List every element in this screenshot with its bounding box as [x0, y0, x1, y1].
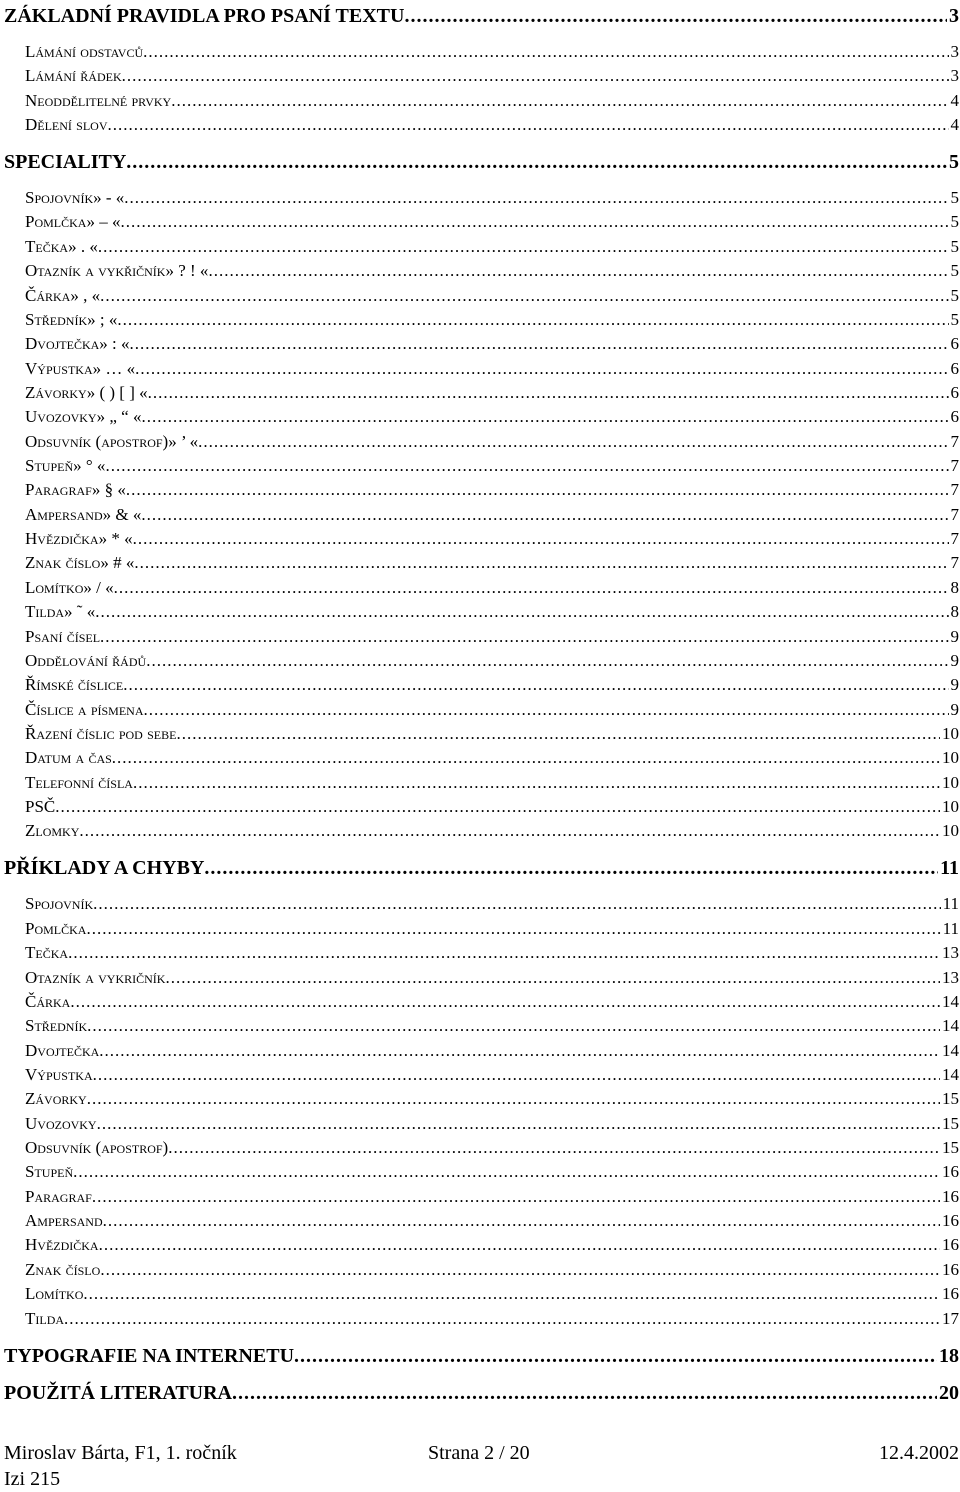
toc-page-number: 5: [950, 237, 959, 256]
toc-entry-symbol: » ’ «: [168, 432, 199, 451]
toc-dot-leader: [99, 1039, 940, 1063]
toc-subsection-entry[interactable]: [4, 454, 959, 478]
toc-entry-title: [25, 527, 133, 551]
toc-page-number: 9: [950, 700, 959, 719]
toc-page-number: 7: [950, 432, 959, 451]
toc-dot-leader: [165, 966, 940, 990]
toc-page-number: 11: [940, 857, 959, 879]
toc-entry-title: [25, 308, 117, 332]
toc-subsection-entry[interactable]: [4, 673, 959, 697]
toc-dot-leader: [70, 990, 940, 1014]
toc-entry-title-text: Zlomky: [25, 821, 80, 840]
toc-entry-title: [25, 332, 130, 356]
toc-dot-leader: [123, 673, 948, 697]
toc-entry-title-text: ZÁKLADNÍ PRAVIDLA PRO PSANÍ TEXTU: [4, 5, 405, 27]
toc-dot-leader: [130, 332, 949, 356]
toc-subsection-entry[interactable]: [4, 722, 959, 746]
toc-entry-title: [25, 284, 100, 308]
toc-entry-title-text: Paragraf: [25, 480, 92, 499]
toc-subsection-entry[interactable]: [4, 1307, 959, 1331]
toc-subsection-entry[interactable]: [4, 89, 959, 113]
toc-entry-title: [25, 357, 135, 381]
toc-entry-title-text: Lámání odstavců: [25, 42, 144, 61]
toc-entry-title: [25, 551, 134, 575]
toc-entry-title-text: Paragraf: [25, 1187, 92, 1206]
toc-entry-title: [25, 1307, 64, 1331]
toc-entry-symbol: » / «: [83, 578, 114, 597]
toc-page-number: 16: [942, 1235, 959, 1254]
toc-subsection-entry[interactable]: [4, 917, 959, 941]
toc-subsection-entry[interactable]: [4, 1136, 959, 1160]
toc-entry-title: [4, 856, 204, 880]
toc-entry-title: [25, 1282, 83, 1306]
toc-entry-title: [25, 1160, 73, 1184]
toc-page-number: 20: [939, 1382, 959, 1404]
toc-entry-title: [25, 576, 114, 600]
toc-subsection-entry[interactable]: [4, 284, 959, 308]
toc-dot-leader: [126, 150, 947, 174]
toc-dot-leader: [133, 527, 949, 551]
toc-entry-title-text: Lomítko: [25, 1284, 84, 1303]
toc-entry-title: [4, 150, 126, 174]
toc-subsection-entry[interactable]: [4, 990, 959, 1014]
toc-dot-leader: [141, 405, 948, 429]
toc-page-number: 7: [950, 553, 959, 572]
toc-page-number: 16: [942, 1284, 959, 1303]
toc-page-number: 15: [942, 1089, 959, 1108]
toc-entry-title: [25, 430, 198, 454]
toc-entry-title-text: Odsuvník (apostrof): [25, 432, 169, 451]
toc-dot-leader: [208, 259, 948, 283]
toc-entry-title: [25, 210, 120, 234]
toc-entry-title: [25, 673, 123, 697]
toc-entry-title-text: Hvězdička: [25, 1235, 99, 1254]
toc-entry-symbol: » * «: [98, 529, 133, 548]
toc-page-number: 14: [942, 992, 959, 1011]
toc-entry-title: [25, 478, 126, 502]
toc-dot-leader: [198, 430, 948, 454]
toc-page-number: 13: [942, 943, 959, 962]
toc-entry-title: [4, 4, 404, 28]
toc-dot-leader: [404, 4, 947, 28]
toc-entry-title: [25, 1039, 99, 1063]
toc-entry-title-text: Ampersand: [25, 1211, 103, 1230]
toc-entry-title: [25, 1087, 87, 1111]
toc-entry-title: [4, 1381, 232, 1405]
toc-entry-title-text: Znak číslo: [25, 1260, 101, 1279]
footer-page-number: Strana 2 / 20: [428, 1442, 530, 1464]
toc-subsection-entry[interactable]: [4, 551, 959, 575]
toc-entry-title-text: Pomlčka: [25, 919, 87, 938]
toc-entry-title: [25, 649, 146, 673]
toc-entry-title-text: Číslice a písmena: [25, 700, 144, 719]
toc-entry-title: [25, 186, 124, 210]
toc-dot-leader: [73, 1160, 940, 1184]
toc-subsection-entry[interactable]: [4, 259, 959, 283]
toc-page-number: 14: [942, 1016, 959, 1035]
toc-subsection-entry[interactable]: [4, 649, 959, 673]
toc-subsection-entry[interactable]: [4, 771, 959, 795]
toc-entry-title-text: Stupeň: [25, 1162, 74, 1181]
toc-dot-leader: [105, 454, 948, 478]
toc-dot-leader: [141, 503, 948, 527]
toc-subsection-entry[interactable]: [4, 308, 959, 332]
toc-entry-title: [25, 503, 141, 527]
toc-page-number: 5: [950, 286, 959, 305]
toc-page-number: 11: [942, 919, 959, 938]
toc-entry-symbol: » - «: [93, 188, 125, 207]
toc-page-number: 16: [942, 1187, 959, 1206]
toc-page-number: 10: [942, 724, 959, 743]
toc-entry-title-text: Čárka: [25, 992, 71, 1011]
toc-dot-leader: [112, 746, 940, 770]
toc-dot-leader: [68, 941, 940, 965]
toc-dot-leader: [83, 1282, 940, 1306]
toc-subsection-entry[interactable]: [4, 113, 959, 137]
toc-section-entry[interactable]: [4, 1381, 959, 1405]
toc-page-number: 5: [950, 310, 959, 329]
toc-dot-leader: [87, 1014, 940, 1038]
toc-entry-title-text: Spojovník: [25, 188, 94, 207]
toc-entry-title: [25, 795, 55, 819]
toc-page-number: 5: [950, 188, 959, 207]
toc-entry-title-text: PSČ: [25, 797, 56, 816]
toc-page-number: 5: [949, 151, 959, 173]
toc-dot-leader: [171, 89, 948, 113]
toc-entry-title: [25, 819, 79, 843]
toc-subsection-entry[interactable]: [4, 600, 959, 624]
toc-page-number: 14: [942, 1041, 959, 1060]
toc-page-number: 7: [950, 456, 959, 475]
toc-dot-leader: [176, 722, 940, 746]
toc-entry-title: [25, 235, 98, 259]
toc-entry-title-text: Datum a čas: [25, 748, 112, 767]
toc-entry-title: [25, 405, 141, 429]
toc-page-number: 9: [950, 627, 959, 646]
toc-entry-title-text: Dvojtečka: [25, 1041, 100, 1060]
toc-dot-leader: [204, 856, 938, 880]
toc-entry-symbol: » . «: [68, 237, 98, 256]
toc-dot-leader: [103, 1209, 940, 1233]
toc-entry-title-text: Tečka: [25, 237, 69, 256]
toc-page-number: 8: [950, 602, 959, 621]
toc-dot-leader: [79, 819, 940, 843]
toc-page-number: 7: [950, 505, 959, 524]
toc-subsection-entry[interactable]: [4, 1160, 959, 1184]
toc-dot-leader: [114, 576, 949, 600]
toc-entry-title: [25, 990, 70, 1014]
toc-entry-title-text: POUŽITÁ LITERATURA: [4, 1382, 232, 1404]
toc-entry-symbol: » „ “ «: [96, 407, 142, 426]
toc-dot-leader: [133, 771, 940, 795]
toc-subsection-entry[interactable]: [4, 1014, 959, 1038]
toc-subsection-entry[interactable]: [4, 892, 959, 916]
toc-entry-title: [25, 259, 208, 283]
toc-entry-title-text: Středník: [25, 310, 88, 329]
toc-entry-title-text: TYPOGRAFIE NA INTERNETU: [4, 1345, 295, 1367]
toc-subsection-entry[interactable]: [4, 40, 959, 64]
footer-author: Miroslav Bárta, F1, 1. ročník: [4, 1442, 237, 1464]
toc-entry-title-text: Výpustka: [25, 1065, 93, 1084]
toc-entry-title: [25, 64, 122, 88]
toc-page-number: 18: [939, 1345, 959, 1367]
toc-subsection-entry[interactable]: [4, 332, 959, 356]
toc-entry-title-text: Lomítko: [25, 578, 84, 597]
toc-subsection-entry[interactable]: [4, 1258, 959, 1282]
toc-entry-title-text: Psaní čísel: [25, 627, 101, 646]
toc-section-entry[interactable]: [4, 856, 959, 880]
toc-entry-title-text: Otazník a vykřičník: [25, 261, 166, 280]
toc-page-number: 6: [950, 383, 959, 402]
toc-entry-title-text: Uvozovky: [25, 1114, 97, 1133]
footer-group: Izi 215: [4, 1468, 61, 1490]
toc-subsection-entry[interactable]: [4, 1063, 959, 1087]
toc-entry-title-text: Závorky: [25, 1089, 87, 1108]
toc-entry-title: [25, 771, 133, 795]
toc-entry-title: [25, 1233, 99, 1257]
toc-subsection-entry[interactable]: [4, 527, 959, 551]
toc-subsection-entry[interactable]: [4, 1233, 959, 1257]
toc-entry-title-text: Tilda: [25, 602, 65, 621]
toc-dot-leader: [95, 600, 948, 624]
toc-entry-title: [25, 40, 143, 64]
toc-page-number: 5: [950, 261, 959, 280]
toc-subsection-entry[interactable]: [4, 210, 959, 234]
toc-dot-leader: [108, 113, 949, 137]
toc-entry-title-text: Neoddělitelné prvky: [25, 91, 172, 110]
toc-page-number: 3: [950, 42, 959, 61]
toc-entry-title-text: Řazení číslic pod sebe: [25, 724, 177, 743]
toc-entry-title-text: PŘÍKLADY A CHYBY: [4, 857, 205, 879]
toc-dot-leader: [64, 1307, 940, 1331]
toc-entry-symbol: » – «: [86, 212, 121, 231]
toc-page-number: 15: [942, 1114, 959, 1133]
footer-date: 12.4.2002: [879, 1442, 959, 1464]
toc-entry-title: [25, 89, 171, 113]
toc-subsection-entry[interactable]: [4, 357, 959, 381]
toc-dot-leader: [100, 284, 948, 308]
toc-subsection-entry[interactable]: [4, 186, 959, 210]
toc-subsection-entry[interactable]: [4, 1039, 959, 1063]
toc-entry-title-text: Otazník a vykričník: [25, 968, 166, 987]
toc-subsection-entry[interactable]: [4, 235, 959, 259]
toc-page-number: 6: [950, 407, 959, 426]
toc-entry-symbol: » § «: [91, 480, 126, 499]
toc-entry-title-text: Lámání řádek: [25, 66, 122, 85]
toc-entry-title: [25, 1136, 168, 1160]
toc-subsection-entry[interactable]: [4, 746, 959, 770]
toc-entry-title: [25, 113, 108, 137]
toc-entry-title-text: Ampersand: [25, 505, 103, 524]
toc-dot-leader: [143, 40, 948, 64]
toc-page-number: 9: [950, 675, 959, 694]
toc-dot-leader: [126, 478, 949, 502]
toc-entry-title: [25, 698, 144, 722]
toc-entry-title: [25, 600, 95, 624]
toc-entry-title-text: Závorky: [25, 383, 87, 402]
toc-entry-title: [25, 1112, 97, 1136]
toc-entry-symbol: » , «: [70, 286, 101, 305]
toc-entry-symbol: » ; «: [87, 310, 118, 329]
toc-entry-title-text: Hvězdička: [25, 529, 99, 548]
toc-dot-leader: [146, 649, 948, 673]
toc-subsection-entry[interactable]: [4, 430, 959, 454]
toc-dot-leader: [93, 1063, 940, 1087]
toc-page-number: 10: [942, 773, 959, 792]
toc-entry-title-text: Stupeň: [25, 456, 74, 475]
toc-dot-leader: [232, 1381, 937, 1405]
toc-entry-title-text: Dvojtečka: [25, 334, 100, 353]
toc-dot-leader: [55, 795, 940, 819]
toc-entry-title: [25, 1209, 103, 1233]
toc-entry-title-text: Pomlčka: [25, 212, 87, 231]
toc-subsection-entry[interactable]: [4, 478, 959, 502]
toc-section-entry[interactable]: [4, 1344, 959, 1368]
toc-page-number: 10: [942, 821, 959, 840]
toc-entry-title: [25, 1258, 100, 1282]
toc-subsection-entry[interactable]: [4, 625, 959, 649]
toc-dot-leader: [124, 186, 948, 210]
toc-subsection-entry[interactable]: [4, 1185, 959, 1209]
toc-subsection-entry[interactable]: [4, 819, 959, 843]
toc-entry-title-text: Tilda: [25, 1309, 65, 1328]
toc-subsection-entry[interactable]: [4, 381, 959, 405]
toc-entry-title: [25, 941, 68, 965]
toc-page-number: 15: [942, 1138, 959, 1157]
toc-entry-symbol: » ( ) [ ] «: [86, 383, 148, 402]
toc-page-number: 10: [942, 797, 959, 816]
toc-page-number: 17: [942, 1309, 959, 1328]
toc-entry-symbol: » … «: [92, 359, 136, 378]
toc-page-number: 6: [950, 359, 959, 378]
toc-entry-symbol: » : «: [99, 334, 130, 353]
toc-subsection-entry[interactable]: [4, 966, 959, 990]
toc-section-entry[interactable]: [4, 4, 959, 28]
toc-entry-title-text: Dělení slov: [25, 115, 108, 134]
toc-dot-leader: [134, 551, 948, 575]
toc-entry-title-text: Římské číslice: [25, 675, 124, 694]
toc-subsection-entry[interactable]: [4, 1112, 959, 1136]
toc-dot-leader: [122, 64, 949, 88]
toc-dot-leader: [117, 308, 948, 332]
toc-section-entry[interactable]: [4, 150, 959, 174]
toc-entry-symbol: » ° «: [73, 456, 106, 475]
toc-page-number: 6: [950, 334, 959, 353]
toc-entry-title-text: SPECIALITY: [4, 151, 127, 173]
toc-dot-leader: [168, 1136, 940, 1160]
toc-dot-leader: [92, 1185, 940, 1209]
toc-entry-title: [25, 917, 86, 941]
toc-entry-title: [25, 892, 93, 916]
toc-entry-title-text: Tečka: [25, 943, 69, 962]
toc-page-number: 5: [950, 212, 959, 231]
toc-entry-symbol: » ? ! «: [165, 261, 209, 280]
toc-entry-title: [25, 1014, 87, 1038]
toc-entry-symbol: » # «: [100, 553, 135, 572]
toc-page-number: 3: [949, 5, 959, 27]
toc-dot-leader: [120, 210, 948, 234]
toc-entry-title-text: Středník: [25, 1016, 88, 1035]
toc-subsection-entry[interactable]: [4, 503, 959, 527]
toc-entry-title: [4, 1344, 294, 1368]
toc-page-number: 8: [950, 578, 959, 597]
toc-page-number: 4: [950, 115, 959, 134]
toc-entry-title-text: Čárka: [25, 286, 71, 305]
toc-subsection-entry[interactable]: [4, 1282, 959, 1306]
toc-page-number: 7: [950, 529, 959, 548]
toc-entry-title: [25, 454, 105, 478]
toc-entry-title: [25, 1063, 93, 1087]
toc-entry-title: [25, 746, 112, 770]
toc-entry-title-text: Oddělování řádů: [25, 651, 147, 670]
toc-entry-title: [25, 625, 100, 649]
toc-dot-leader: [148, 381, 949, 405]
toc-page-number: 3: [950, 66, 959, 85]
toc-page-number: 13: [942, 968, 959, 987]
toc-entry-symbol: » & «: [102, 505, 142, 524]
toc-dot-leader: [294, 1344, 937, 1368]
toc-subsection-entry[interactable]: [4, 1209, 959, 1233]
toc-dot-leader: [99, 1233, 940, 1257]
toc-subsection-entry[interactable]: [4, 64, 959, 88]
toc-page-number: 16: [942, 1260, 959, 1279]
toc-entry-title-text: Výpustka: [25, 359, 93, 378]
toc-entry-symbol: » ˜ «: [64, 602, 96, 621]
toc-entry-title: [25, 1185, 92, 1209]
toc-page-number: 9: [950, 651, 959, 670]
toc-dot-leader: [100, 1258, 940, 1282]
toc-page-number: 16: [942, 1211, 959, 1230]
toc-dot-leader: [93, 892, 941, 916]
toc-entry-title-text: Uvozovky: [25, 407, 97, 426]
toc-entry-title: [25, 722, 176, 746]
toc-page-number: 16: [942, 1162, 959, 1181]
toc-entry-title: [25, 381, 148, 405]
toc-subsection-entry[interactable]: [4, 698, 959, 722]
toc-subsection-entry[interactable]: [4, 941, 959, 965]
toc-entry-title-text: Znak číslo: [25, 553, 101, 572]
toc-dot-leader: [135, 357, 948, 381]
toc-page-number: 7: [950, 480, 959, 499]
toc-dot-leader: [100, 625, 948, 649]
toc-page-number: 11: [942, 894, 959, 913]
toc-subsection-entry[interactable]: [4, 405, 959, 429]
toc-dot-leader: [87, 1087, 940, 1111]
toc-entry-title-text: Odsuvník (apostrof): [25, 1138, 169, 1157]
toc-entry-title-text: Telefonní čísla: [25, 773, 133, 792]
toc-page-number: 4: [950, 91, 959, 110]
toc-dot-leader: [97, 1112, 940, 1136]
toc-dot-leader: [86, 917, 940, 941]
toc-dot-leader: [144, 698, 949, 722]
toc-page-number: 10: [942, 748, 959, 767]
toc-subsection-entry[interactable]: [4, 1087, 959, 1111]
toc-subsection-entry[interactable]: [4, 576, 959, 600]
toc-subsection-entry[interactable]: [4, 795, 959, 819]
toc-entry-title: [25, 966, 165, 990]
toc-entry-title-text: Spojovník: [25, 894, 94, 913]
toc-dot-leader: [98, 235, 949, 259]
toc-page-number: 14: [942, 1065, 959, 1084]
